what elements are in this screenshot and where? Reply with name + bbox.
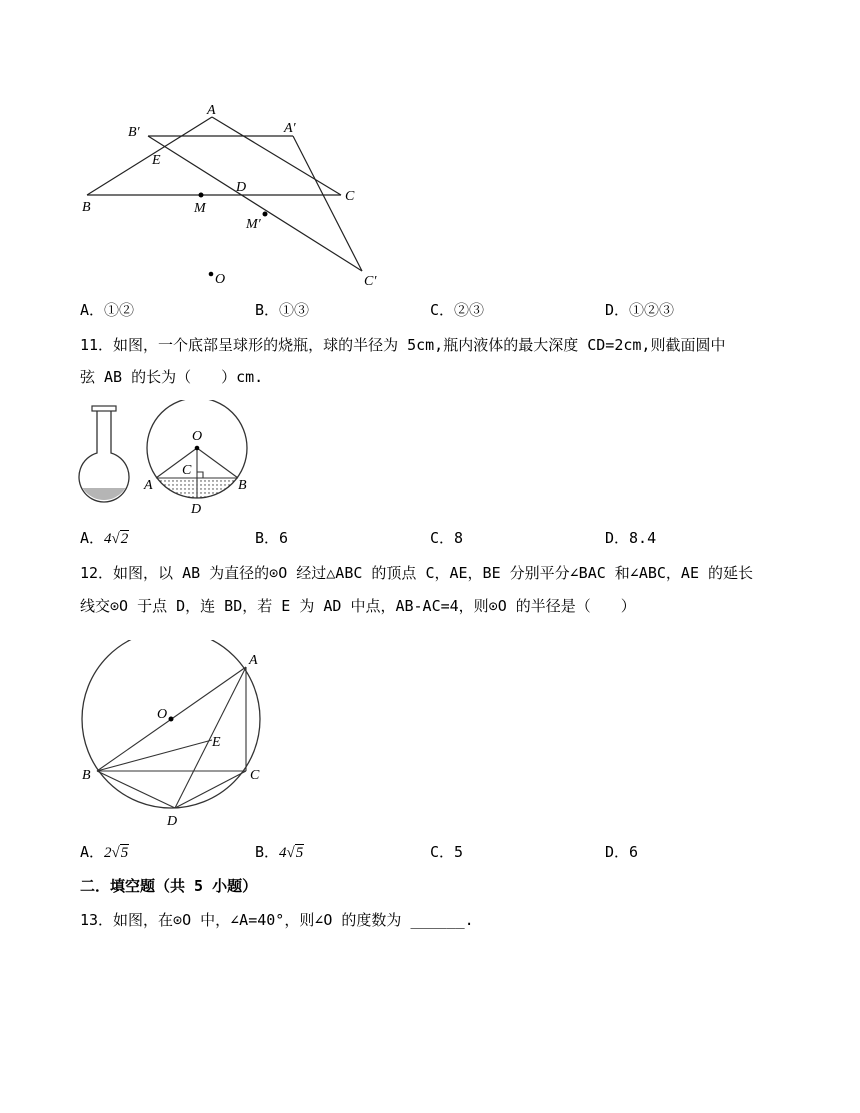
label-O: O: [157, 707, 168, 722]
q10-option-a: A．①②: [80, 301, 135, 319]
segment-DC: [175, 771, 246, 808]
label-D: D: [236, 180, 247, 195]
q12-text-line1: 12．如图，以 AB 为直径的⊙O 经过△ABC 的顶点 C，AE，BE 分别平分∠BAC 和∠ABC，AE 的延长: [80, 564, 754, 582]
point-Mp: [263, 212, 268, 217]
segment-BpCp: [148, 136, 362, 271]
label-O: O: [192, 429, 203, 444]
q10-figure: [70, 100, 400, 295]
label-D: D: [167, 814, 178, 829]
label-B: B: [82, 200, 91, 215]
point-M: [199, 193, 204, 198]
segment-BA: [87, 117, 212, 195]
q12-option-a: A．2√5: [80, 843, 129, 861]
q10-option-c: C．②③: [430, 301, 485, 319]
q10-option-b: B．①③: [255, 301, 310, 319]
flask-cap: [92, 406, 116, 411]
q11-option-c: C．8: [430, 529, 464, 547]
sqrt-symbol: √5: [286, 845, 304, 861]
label-C: C: [182, 463, 192, 478]
label-B: B: [82, 768, 91, 783]
label-M: M: [194, 201, 206, 216]
segment-BE: [97, 740, 212, 771]
q12-figure: [74, 640, 274, 830]
q11-text-line2: 弦 AB 的长为（ ）cm.: [80, 368, 264, 386]
label-Ap: A′: [284, 121, 296, 136]
q12-option-b: B．4√5: [255, 843, 304, 861]
label-D: D: [191, 502, 202, 517]
flask-figure: [74, 402, 134, 512]
q11-option-a: A．4√2: [80, 529, 129, 547]
label-Mp: M′: [246, 217, 261, 232]
label-C: C: [345, 189, 355, 204]
segment-BD: [97, 771, 175, 808]
center-O: [169, 717, 174, 722]
sqrt-symbol: √5: [111, 845, 129, 861]
q12-option-d: D．6: [605, 843, 639, 861]
q12-circle: [82, 640, 260, 808]
right-angle-mark: [197, 472, 203, 478]
q11-circle-figure: [138, 400, 263, 520]
section-heading: 二．填空题（共 5 小题）: [80, 877, 258, 895]
point-O: [209, 272, 214, 277]
label-Cp: C′: [364, 274, 377, 289]
label-A: A: [207, 103, 216, 118]
q11-text-line1: 11．如图，一个底部呈球形的烧瓶，球的半径为 5cm,瓶内液体的最大深度 CD=2cm,则截面圆中: [80, 336, 726, 354]
label-E: E: [212, 735, 221, 750]
sqrt-symbol: √2: [111, 531, 129, 547]
q12-option-c: C．5: [430, 843, 464, 861]
q11-option-d: D．8.4: [605, 529, 657, 547]
q11-option-b: B．6: [255, 529, 289, 547]
label-A: A: [144, 478, 153, 493]
label-O: O: [215, 272, 226, 287]
label-Bp: B′: [128, 125, 140, 140]
label-A: A: [249, 653, 258, 668]
q10-option-d: D．①②③: [605, 301, 675, 319]
label-B: B: [238, 478, 247, 493]
segment-AC: [212, 117, 341, 195]
q13-text: 13．如图，在⊙O 中，∠A=40°，则∠O 的度数为 ______.: [80, 911, 474, 929]
label-C: C: [250, 768, 260, 783]
segment-AD: [175, 667, 246, 808]
center-O: [195, 446, 200, 451]
q12-text-line2: 线交⊙O 于点 D，连 BD，若 E 为 AD 中点，AB-AC=4，则⊙O 的半径是（ ）: [80, 597, 636, 615]
label-E: E: [152, 153, 161, 168]
